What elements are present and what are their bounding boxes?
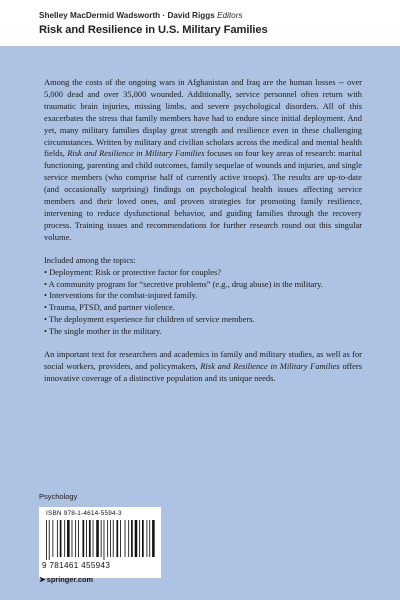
barcode-bar: [107, 520, 108, 557]
topic-item: • Trauma, PTSD, and partner violence.: [44, 302, 175, 313]
barcode-bar: [64, 520, 65, 557]
barcode-bar: [52, 520, 53, 557]
publisher-link[interactable]: [39, 575, 93, 584]
subject-category: Psychology: [39, 492, 78, 501]
blurb: [44, 77, 362, 396]
barcode-bar: [120, 520, 121, 557]
editors-role: Editors: [214, 11, 243, 20]
barcode-graphic: [44, 520, 156, 560]
barcode-bar: [104, 520, 105, 560]
barcode-bar: [49, 520, 50, 560]
topic-item: • A community program for “secretive problems” (e.g., drug abuse) in the military.: [44, 278, 323, 289]
barcode-bar: [113, 520, 114, 557]
barcode-bar: [75, 520, 76, 557]
barcode-bar: [67, 520, 70, 557]
topics-list: [44, 267, 362, 338]
p3-text-b: offers innovative coverage of a distinctive population and its unique needs.: [44, 360, 362, 383]
book-title: Risk and Resilience in U.S. Military Families: [39, 24, 268, 36]
barcode-bar: [86, 520, 87, 557]
author-separator: ·: [160, 11, 168, 20]
barcode-bar: [57, 520, 58, 557]
barcode-bar: [78, 520, 79, 557]
topic-item: • Interventions for the combat-injured family.: [44, 290, 198, 301]
blurb-paragraph-3: [44, 349, 362, 385]
p3-text-a: An important text for researchers and academics in family and military studies, as well as for social workers, providers, and policymakers,: [44, 349, 362, 371]
barcode-bar: [96, 520, 99, 557]
barcode-bar: [72, 520, 73, 557]
barcode-bar: [152, 520, 155, 557]
barcode-bar: [149, 520, 150, 557]
barcode-bar: [139, 520, 140, 557]
editor-1: Shelley MacDermid Wadsworth: [39, 11, 161, 20]
barcode-bar: [101, 520, 102, 557]
editors-line: [39, 11, 243, 20]
p1-book-title: Risk and Resilience in Military Families: [67, 148, 205, 159]
header-band: [0, 0, 400, 46]
barcode-bar: [83, 520, 85, 557]
barcode-bar: [116, 520, 118, 557]
footer-block: [39, 492, 169, 578]
barcode-bar: [93, 520, 94, 557]
barcode-digits: 9 781461 455943: [42, 561, 111, 570]
barcode-bar: [125, 520, 126, 557]
barcode-bar: [135, 520, 138, 557]
barcode-bar: [110, 520, 111, 557]
barcode-bar: [89, 520, 91, 557]
arrow-icon: ➤: [39, 575, 46, 584]
isbn-text: ISBN 978-1-4614-5594-3: [46, 510, 122, 517]
topic-item: • The single mother in the military.: [44, 326, 162, 337]
barcode-bar: [60, 520, 62, 557]
barcode-bar: [131, 520, 133, 557]
publisher-label: springer.com: [46, 575, 94, 584]
p1-text-a: Among the costs of the ongoing wars in Afghanistan and Iraq are the human losses -- over 5,000 dead and over 35,000 wounded. Additionally, service personnel often return with traumatic brain injuries, missing limbs, and severe psychological disorders. All of this exacerbates the stress that family members have had to endure since initial deployment. And yet, many military families display great strength and resilience even in these challenging circumstances. Written by military and civilian scholars across the medical and mental health fields,: [44, 77, 362, 159]
barcode-bar: [128, 520, 129, 557]
editor-2: David Riggs: [167, 11, 215, 20]
barcode-bar: [147, 520, 148, 557]
p1-text-b: focuses on four key areas of research: marital functioning, parenting and child outcomes, family sequelae of wounds and injuries, and single service members (who comprise half of currently active troops). The results are up-to-date (and occasionally surprising) findings on psychological health issues affecting service members and their loved ones, and proven strategies for promoting family resilience, intervening to reduce dysfunctional behavior, and guiding families through the recovery process. Training issues and recommendations for further research round out this singular volume.: [44, 148, 362, 242]
barcode-panel: [39, 507, 161, 578]
blurb-paragraph-1: [44, 77, 362, 244]
p3-book-title: Risk and Resilience in Military Families: [200, 360, 340, 371]
barcode-bar: [142, 520, 144, 557]
barcode-bar: [46, 520, 47, 560]
topic-item: • Deployment: Risk or protective factor for couples?: [44, 266, 222, 277]
topics-intro: Included among the topics:: [44, 254, 136, 265]
topic-item: • The deployment experience for children of service members.: [44, 314, 255, 325]
